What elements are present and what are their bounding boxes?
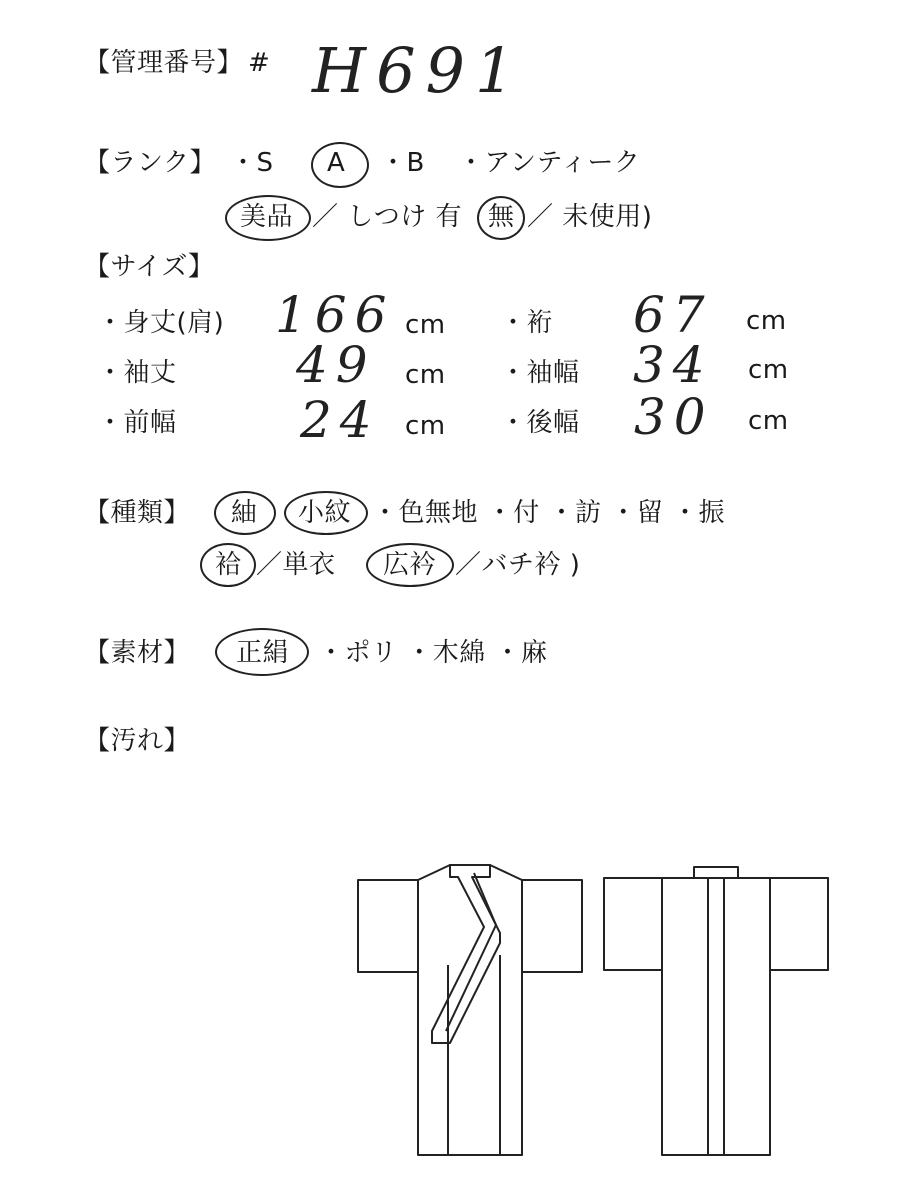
front-left-sleeve — [358, 880, 418, 972]
material-others: ・ポリ ・木綿 ・麻 — [318, 638, 548, 668]
size-length-value: 166 — [275, 286, 395, 344]
rank-option-b: ・B — [380, 148, 425, 178]
kind-komon: 小紋 — [298, 498, 352, 528]
size-sleeve-width-unit: cm — [748, 355, 789, 385]
condition-unused: ／ 未使用) — [527, 202, 653, 232]
front-collar — [432, 865, 500, 1043]
rank-option-a: A — [327, 148, 346, 178]
control-number-label: 【管理番号】 — [84, 48, 244, 78]
size-sleeve-width-label: ・袖幅 — [500, 358, 580, 388]
size-sleeve-length-value: 49 — [296, 336, 376, 394]
front-right-sleeve — [522, 880, 582, 972]
material-selected: 正絹 — [236, 638, 290, 668]
kind-label: 【種類】 — [84, 498, 191, 528]
size-front-width-label: ・前幅 — [97, 408, 177, 438]
kind-bachi: ／バチ衿 ) — [455, 550, 581, 580]
back-left-sleeve — [604, 878, 662, 970]
material-label: 【素材】 — [84, 638, 191, 668]
control-hash: # — [248, 48, 271, 78]
condition-none: 無 — [488, 202, 515, 232]
size-back-width-unit: cm — [748, 406, 789, 436]
size-label: 【サイズ】 — [84, 252, 215, 282]
kind-single: ／単衣 — [256, 550, 336, 580]
size-yuki-label: ・裄 — [500, 308, 554, 338]
kind-tsumugi: 紬 — [231, 498, 258, 528]
back-body-outline — [662, 878, 770, 1155]
size-back-width-label: ・後幅 — [500, 408, 580, 438]
kind-awase: 袷 — [215, 550, 242, 580]
rank-label: 【ランク】 — [84, 148, 216, 178]
size-sleeve-length-label: ・袖丈 — [97, 358, 177, 388]
front-body-outline — [418, 865, 522, 1155]
kind-hiroeri: 広衿 — [383, 550, 437, 580]
rank-option-s: ・S — [230, 148, 274, 178]
size-yuki-value: 67 — [633, 286, 713, 344]
rank-option-antique: ・アンティーク — [458, 148, 641, 178]
size-length-unit: cm — [405, 310, 446, 340]
condition-basting: ／ しつけ 有 — [312, 202, 463, 232]
kind-others: ・色無地 ・付 ・訪 ・留 ・振 — [372, 498, 726, 528]
size-yuki-unit: cm — [746, 306, 787, 336]
back-collar — [694, 867, 738, 878]
condition-good: 美品 — [240, 202, 294, 232]
size-front-width-unit: cm — [405, 411, 446, 441]
size-back-width-value: 30 — [634, 388, 714, 446]
size-sleeve-length-unit: cm — [405, 360, 446, 390]
control-number-value: H691 — [312, 34, 525, 107]
size-length-label: ・身丈(肩) — [97, 308, 225, 338]
kimono-back-diagram — [596, 855, 836, 1185]
size-sleeve-width-value: 34 — [633, 336, 713, 394]
stain-label: 【汚れ】 — [84, 726, 191, 756]
kimono-front-diagram — [350, 855, 590, 1185]
size-front-width-value: 24 — [300, 391, 380, 449]
back-right-sleeve — [770, 878, 828, 970]
